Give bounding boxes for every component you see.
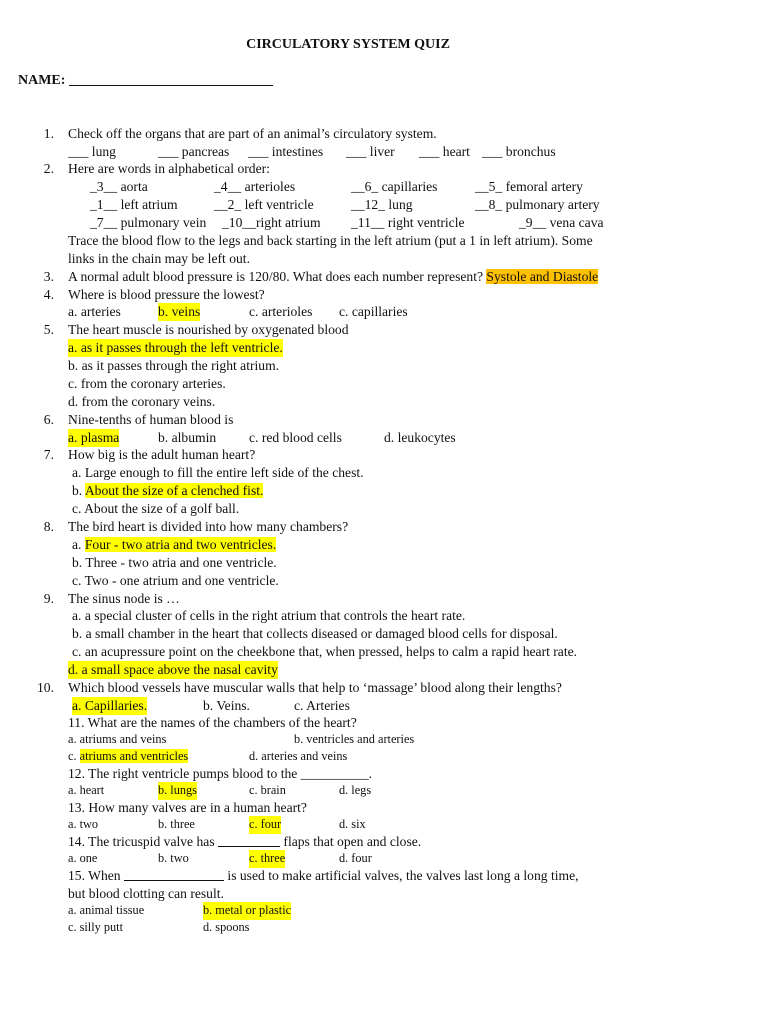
q4-option[interactable]: a. arteries bbox=[68, 304, 121, 319]
question-8-text: The bird heart is divided into how many chambers? bbox=[68, 519, 349, 534]
q10-option[interactable]: b. Veins. bbox=[203, 698, 250, 713]
q5-option[interactable]: c. from the coronary arteries. bbox=[68, 376, 226, 391]
q2-instruction: Trace the blood flow to the legs and back starting in the left atrium (put a 1 in left atrium). Some bbox=[68, 233, 593, 248]
q11-option[interactable]: b. ventricles and arteries bbox=[294, 732, 415, 746]
q12-option[interactable]: a. heart bbox=[68, 783, 105, 797]
question-number: 9. bbox=[43, 591, 54, 606]
q14-option[interactable]: d. four bbox=[339, 851, 372, 865]
question-number: 5. bbox=[43, 322, 54, 337]
q15-option[interactable]: d. spoons bbox=[203, 920, 250, 934]
question-11-text: 11. What are the names of the chambers of the heart? bbox=[68, 715, 357, 730]
q2-term: _10__right atrium bbox=[222, 215, 321, 230]
question-number: 8. bbox=[43, 519, 54, 534]
question-number: 10. bbox=[37, 680, 54, 695]
quiz-title: CIRCULATORY SYSTEM QUIZ bbox=[246, 37, 450, 52]
q9-option[interactable]: c. an acupressure point on the cheekbone that, when pressed, helps to calm a rapid heart rate. bbox=[72, 644, 578, 659]
q2-term: _4__ arterioles bbox=[214, 179, 296, 194]
question-10-text: Which blood vessels have muscular walls that help to ‘massage’ blood along their lengths? bbox=[68, 680, 562, 695]
q13-option[interactable]: a. two bbox=[68, 817, 99, 831]
q14-text-pre: 14. The tricuspid valve has bbox=[68, 834, 215, 849]
q6-option-highlighted[interactable]: a. plasma bbox=[68, 430, 120, 445]
q2-term: __2_ left ventricle bbox=[214, 197, 314, 212]
question-3-prompt: A normal adult blood pressure is 120/80. What does each number represent? bbox=[68, 269, 484, 284]
q1-option[interactable]: ___ lung bbox=[68, 144, 116, 159]
q9-option-highlighted[interactable]: d. a small space above the nasal cavity bbox=[68, 662, 278, 677]
question-number: 4. bbox=[43, 287, 54, 302]
q14-option[interactable]: b. two bbox=[158, 851, 189, 865]
question-13-text: 13. How many valves are in a human heart? bbox=[68, 800, 307, 815]
q11-option-highlighted: atriums and ventricles bbox=[79, 749, 189, 763]
q11-option[interactable] bbox=[68, 748, 188, 766]
q13-option-highlighted[interactable]: c. four bbox=[249, 816, 281, 834]
q1-option[interactable]: ___ pancreas bbox=[158, 144, 230, 159]
q10-option-highlighted[interactable]: a. Capillaries. bbox=[72, 698, 148, 713]
q14-option[interactable]: a. one bbox=[68, 851, 98, 865]
q5-option[interactable]: d. from the coronary veins. bbox=[68, 394, 216, 409]
q8-option[interactable] bbox=[72, 536, 276, 554]
q4-option[interactable]: c. capillaries bbox=[339, 304, 408, 319]
q1-option[interactable]: ___ heart bbox=[419, 144, 470, 159]
q2-term: _3__ aorta bbox=[90, 179, 148, 194]
q2-term: __8_ pulmonary artery bbox=[475, 197, 600, 212]
q13-option[interactable]: d. six bbox=[339, 817, 366, 831]
q14-blank[interactable] bbox=[218, 834, 280, 847]
q11-option[interactable]: a. atriums and veins bbox=[68, 732, 167, 746]
question-number: 3. bbox=[43, 269, 54, 284]
highlighted-answer: Systole and Diastole bbox=[486, 269, 599, 284]
question-15-text bbox=[68, 867, 579, 885]
q14-option-highlighted[interactable]: c. three bbox=[249, 850, 285, 868]
q14-text-post: flaps that open and close. bbox=[283, 834, 422, 849]
q12-option-highlighted[interactable]: b. lungs bbox=[158, 782, 197, 800]
q2-term: __5_ femoral artery bbox=[475, 179, 583, 194]
q4-option[interactable]: c. arterioles bbox=[249, 304, 313, 319]
question-3-text bbox=[68, 268, 598, 286]
q8-option[interactable]: c. Two - one atrium and one ventricle. bbox=[72, 573, 279, 588]
question-6-text: Nine-tenths of human blood is bbox=[68, 412, 234, 427]
q15-option[interactable]: a. animal tissue bbox=[68, 903, 145, 917]
q7-option[interactable]: c. About the size of a golf ball. bbox=[72, 501, 240, 516]
q12-option[interactable]: c. brain bbox=[249, 783, 286, 797]
q2-term: __12_ lung bbox=[351, 197, 413, 212]
q10-option[interactable]: c. Arteries bbox=[294, 698, 350, 713]
q1-option[interactable]: ___ intestines bbox=[248, 144, 324, 159]
question-2-text: Here are words in alphabetical order: bbox=[68, 161, 270, 176]
q2-instruction: links in the chain may be left out. bbox=[68, 251, 250, 266]
q7-option-letter: b. bbox=[72, 483, 83, 498]
q15-option-highlighted[interactable]: b. metal or plastic bbox=[203, 902, 291, 920]
q8-option-letter: a. bbox=[72, 537, 82, 552]
q5-option[interactable]: b. as it passes through the right atrium. bbox=[68, 358, 280, 373]
question-9-text: The sinus node is … bbox=[68, 591, 180, 606]
q8-option[interactable]: b. Three - two atria and one ventricle. bbox=[72, 555, 277, 570]
q9-option[interactable]: b. a small chamber in the heart that collects diseased or damaged blood cells for disposal. bbox=[72, 626, 558, 641]
q7-option[interactable] bbox=[72, 482, 263, 500]
question-1-text: Check off the organs that are part of an animal’s circulatory system. bbox=[68, 126, 437, 141]
q4-option-highlighted[interactable]: b. veins bbox=[158, 304, 201, 319]
question-number: 6. bbox=[43, 412, 54, 427]
q7-option[interactable]: a. Large enough to fill the entire left side of the chest. bbox=[72, 465, 364, 480]
q15-blank[interactable] bbox=[124, 868, 224, 881]
q15-text-line2: but blood clotting can result. bbox=[68, 886, 224, 901]
q5-option-highlighted[interactable]: a. as it passes through the left ventricle. bbox=[68, 340, 283, 355]
q2-term: __6_ capillaries bbox=[351, 179, 438, 194]
q6-option[interactable]: d. leukocytes bbox=[384, 430, 456, 445]
question-5-text: The heart muscle is nourished by oxygenated blood bbox=[68, 322, 349, 337]
q12-option[interactable]: d. legs bbox=[339, 783, 372, 797]
q11-option[interactable]: d. arteries and veins bbox=[249, 749, 348, 763]
question-4-text: Where is blood pressure the lowest? bbox=[68, 287, 265, 302]
q15-text-pre: 15. When bbox=[68, 868, 121, 883]
name-field[interactable] bbox=[18, 71, 273, 90]
q2-term: _11__ right ventricle bbox=[351, 215, 465, 230]
name-label: NAME: bbox=[18, 73, 66, 88]
question-number: 7. bbox=[43, 447, 54, 462]
q2-term: _1__ left atrium bbox=[90, 197, 178, 212]
q2-term: _7__ pulmonary vein bbox=[90, 215, 207, 230]
q15-option[interactable]: c. silly putt bbox=[68, 920, 123, 934]
q8-option-highlighted: Four - two atria and two ventricles. bbox=[84, 537, 277, 552]
q6-option[interactable]: b. albumin bbox=[158, 430, 217, 445]
question-7-text: How big is the adult human heart? bbox=[68, 447, 256, 462]
q9-option[interactable]: a. a special cluster of cells in the right atrium that controls the heart rate. bbox=[72, 608, 466, 623]
name-blank-line[interactable] bbox=[69, 71, 273, 86]
q15-text-post: is used to make artificial valves, the valves last long a long time, bbox=[227, 868, 579, 883]
q6-option[interactable]: c. red blood cells bbox=[249, 430, 342, 445]
question-14-text bbox=[68, 833, 421, 851]
q13-option[interactable]: b. three bbox=[158, 817, 195, 831]
q1-option[interactable]: ___ liver bbox=[346, 144, 395, 159]
question-number: 1. bbox=[43, 126, 54, 141]
question-12-text: 12. The right ventricle pumps blood to the __________. bbox=[68, 766, 373, 781]
question-number: 2. bbox=[43, 161, 54, 176]
q1-option[interactable]: ___ bronchus bbox=[482, 144, 556, 159]
q7-option-highlighted: About the size of a clenched fist. bbox=[84, 483, 264, 498]
q2-term: _9__ vena cava bbox=[519, 215, 604, 230]
q11-option-letter: c. bbox=[68, 749, 77, 763]
